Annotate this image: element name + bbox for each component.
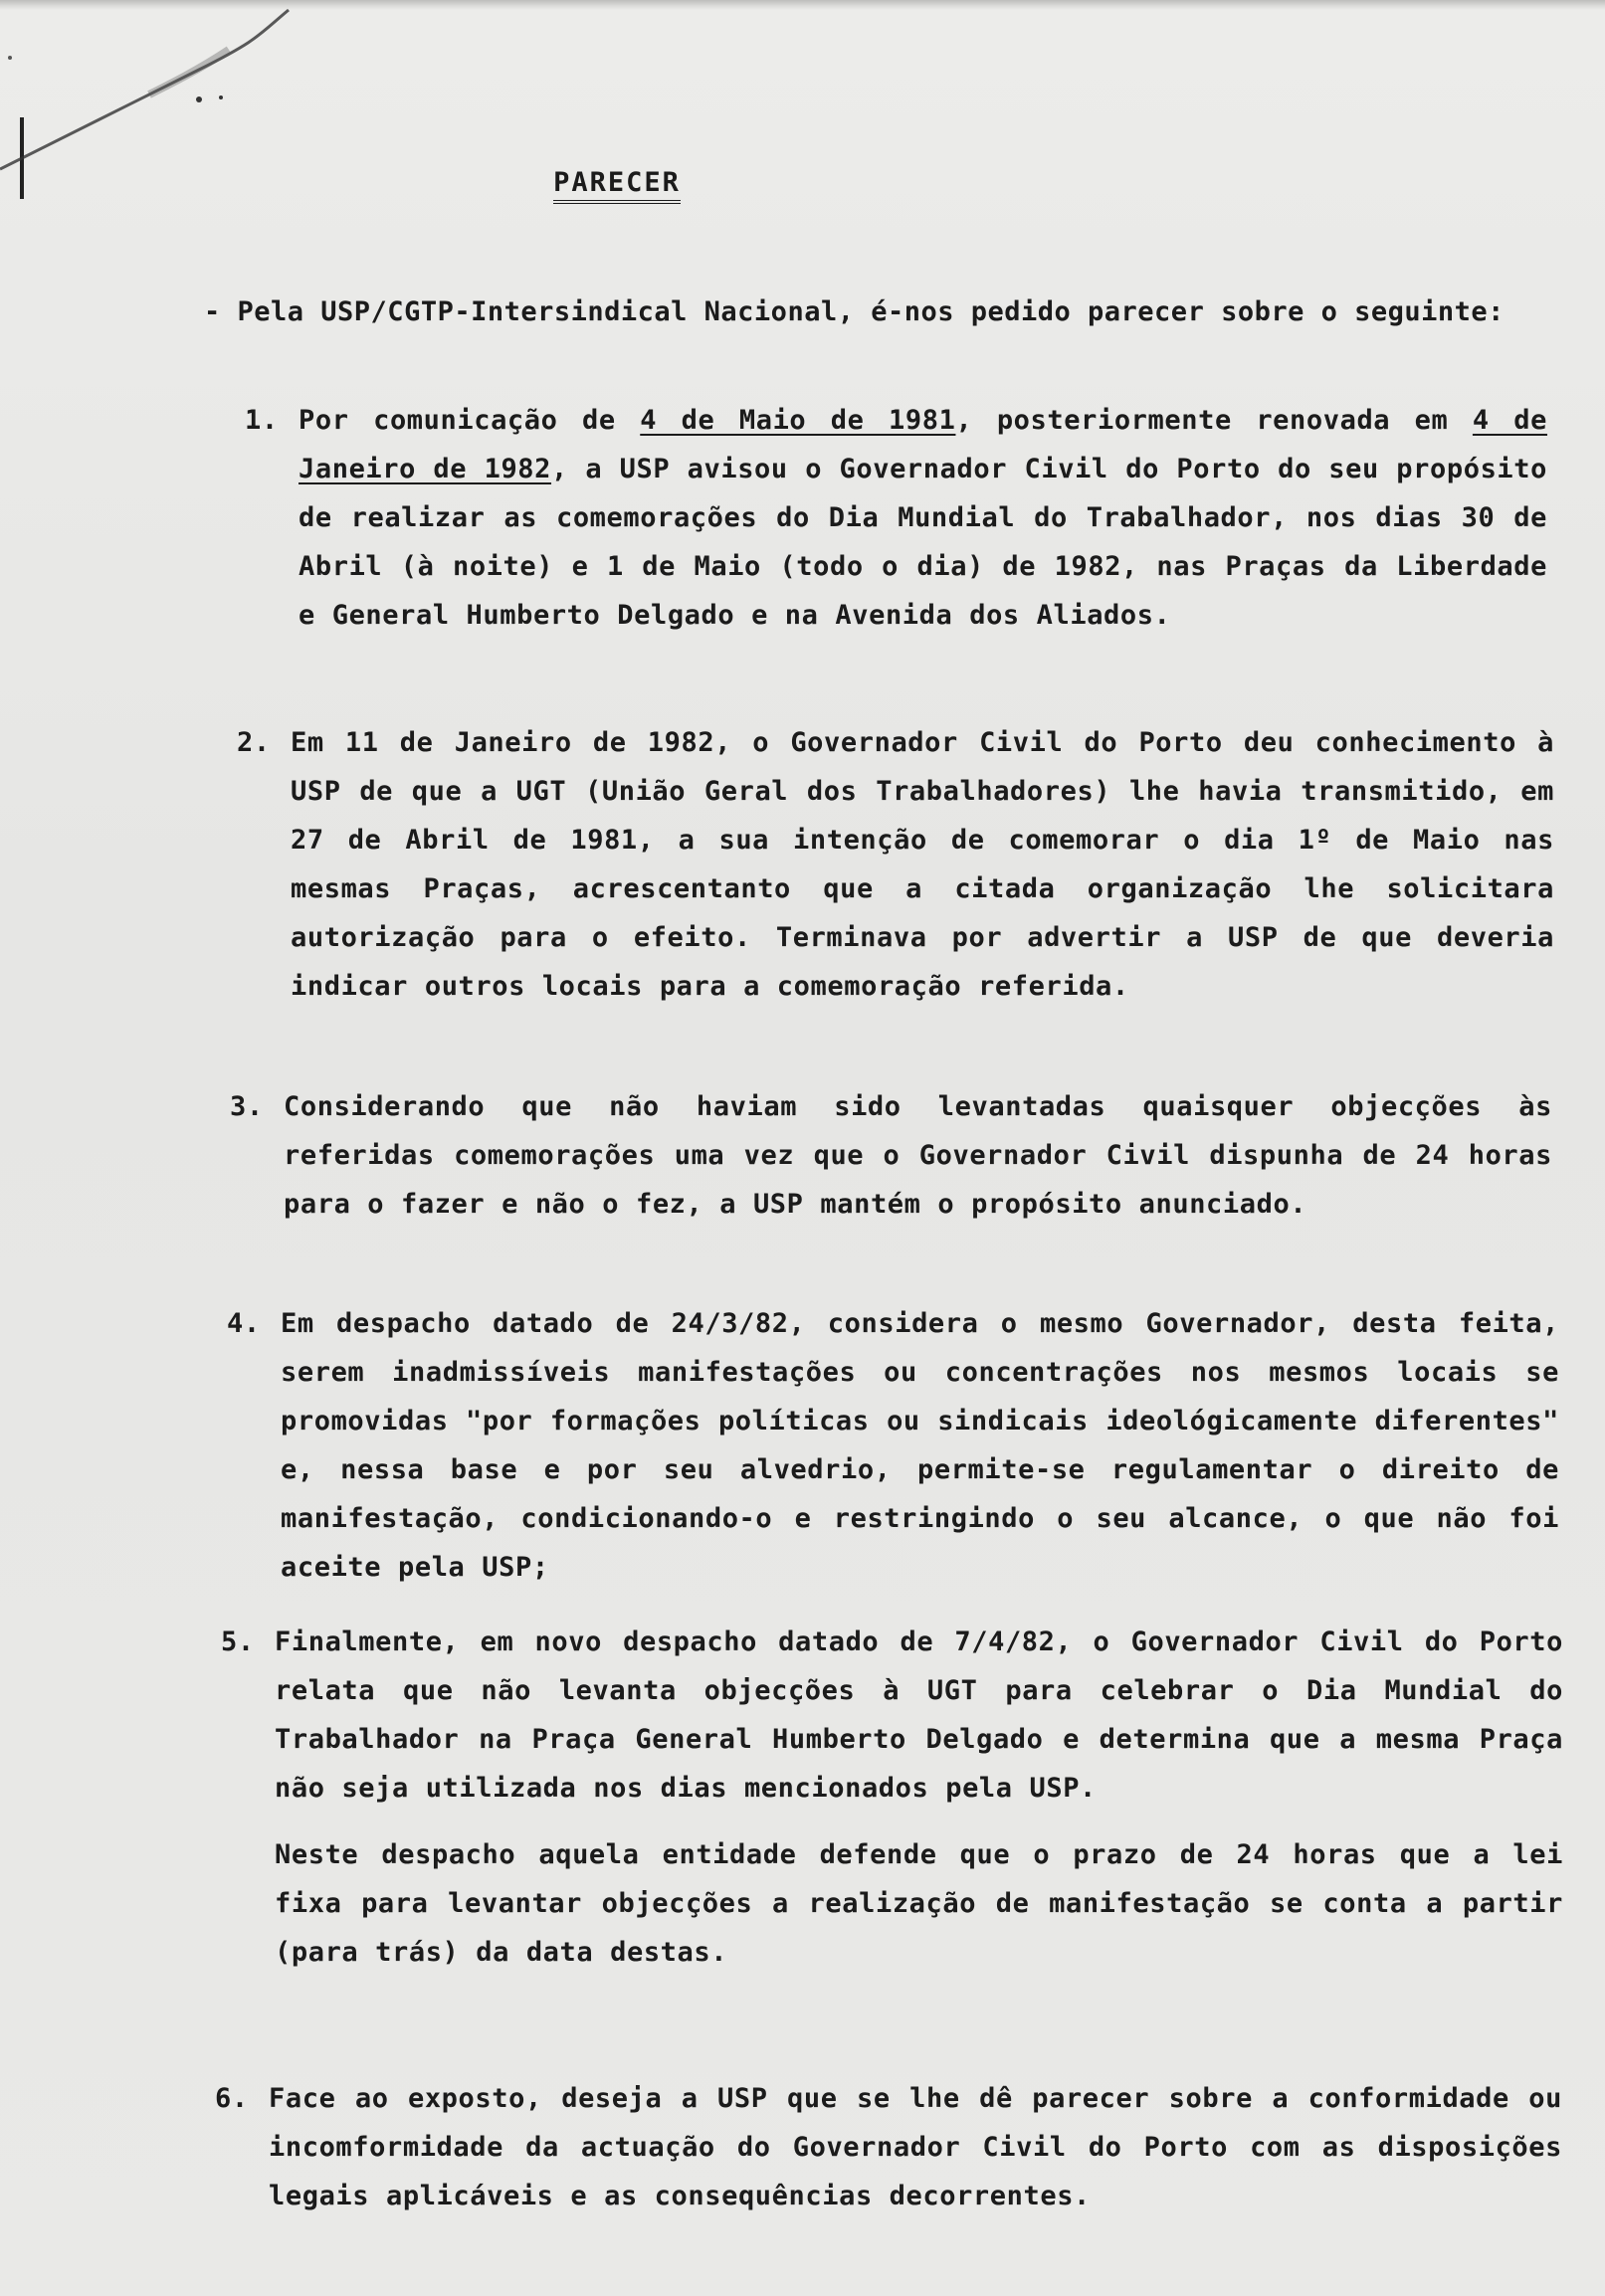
list-item-number: 5. bbox=[221, 1626, 255, 1657]
list-item-number: 2. bbox=[237, 727, 271, 758]
intro-paragraph: - Pela USP/CGTP-Intersindical Nacional, é-nos pedido parecer sobre o seguinte: bbox=[204, 296, 1505, 327]
list-item-2 bbox=[237, 718, 1554, 1011]
list-item-subparagraph: Neste despacho aquela entidade defende que o prazo de 24 horas que a lei fixa para levantar objecções a realização de manifestação se conta a partir (para trás) da data destas. bbox=[275, 1839, 1563, 1968]
list-item-number: 6. bbox=[215, 2083, 249, 2114]
underlined-date: 4 de Maio de 1981 bbox=[640, 405, 956, 436]
list-item-4 bbox=[227, 1299, 1559, 1592]
document-title bbox=[0, 167, 1234, 204]
list-item-3 bbox=[230, 1082, 1552, 1229]
list-item-6 bbox=[215, 2074, 1562, 2220]
list-item-number: 1. bbox=[245, 405, 279, 436]
list-item-1 bbox=[245, 396, 1548, 640]
item-text-part: , a USP avisou o Governador Civil do Porto do seu propósito de realizar as comemorações do Dia Mundial do Trabalhador, nos dias 30 de Abril (à noite) e 1 de Maio (todo o dia) de 1982, nas Praças da Liberdade e General Humberto Delgado e na Avenida dos Aliados. bbox=[299, 454, 1547, 631]
item-text-part: Por comunicação de bbox=[299, 405, 641, 436]
list-item-text bbox=[299, 396, 1547, 640]
document-title-text: PARECER bbox=[553, 167, 681, 204]
underlined-date: 4 de Janeiro de 1982 bbox=[299, 405, 1548, 484]
list-item-text: Em despacho datado de 24/3/82, considera o mesmo Governador, desta feita, serem inadmissíveis manifestações ou concentrações nos mesmos locais se promovidas "por formações políticas ou sindicais ideológicamente diferentes" e, nessa base e por seu alvedrio, permite-se regulamentar o direito de manifestação, condicionando-o e restringindo o seu alcance, o que não foi aceite pela USP; bbox=[281, 1308, 1559, 1583]
list-item-text: Considerando que não haviam sido levantadas quaisquer objecções às referidas comemorações uma vez que o Governador Civil dispunha de 24 horas para o fazer e não o fez, a USP mantém o propósito anunciado. bbox=[284, 1091, 1552, 1220]
list-item-text: Em 11 de Janeiro de 1982, o Governador Civil do Porto deu conhecimento à USP de que a UGT (União Geral dos Trabalhadores) lhe havia transmitido, em 27 de Abril de 1981, a sua intenção de comemorar o dia 1º de Maio nas mesmas Praças, acrescentanto que a citada organização lhe solicitara autorização para o efeito. Terminava por advertir a USP de que deveria indicar outros locais para a comemoração referida. bbox=[291, 727, 1554, 1002]
list-item-5 bbox=[221, 1618, 1563, 1977]
list-item-text: Finalmente, em novo despacho datado de 7/4/82, o Governador Civil do Porto relata que não levanta objecções à UGT para celebrar o Dia Mundial do Trabalhador na Praça General Humberto Delgado e determina que a mesma Praça não seja utilizada nos dias mencionados pela USP. bbox=[275, 1626, 1563, 1804]
item-text-part: , posteriormente renovada em bbox=[955, 405, 1473, 436]
list-item-text: Face ao exposto, deseja a USP que se lhe dê parecer sobre a conformidade ou incomformidade da actuação do Governador Civil do Porto com as disposições legais aplicáveis e as consequências decorrentes. bbox=[269, 2083, 1562, 2211]
list-item-number: 3. bbox=[230, 1091, 264, 1122]
list-item-number: 4. bbox=[227, 1308, 261, 1339]
